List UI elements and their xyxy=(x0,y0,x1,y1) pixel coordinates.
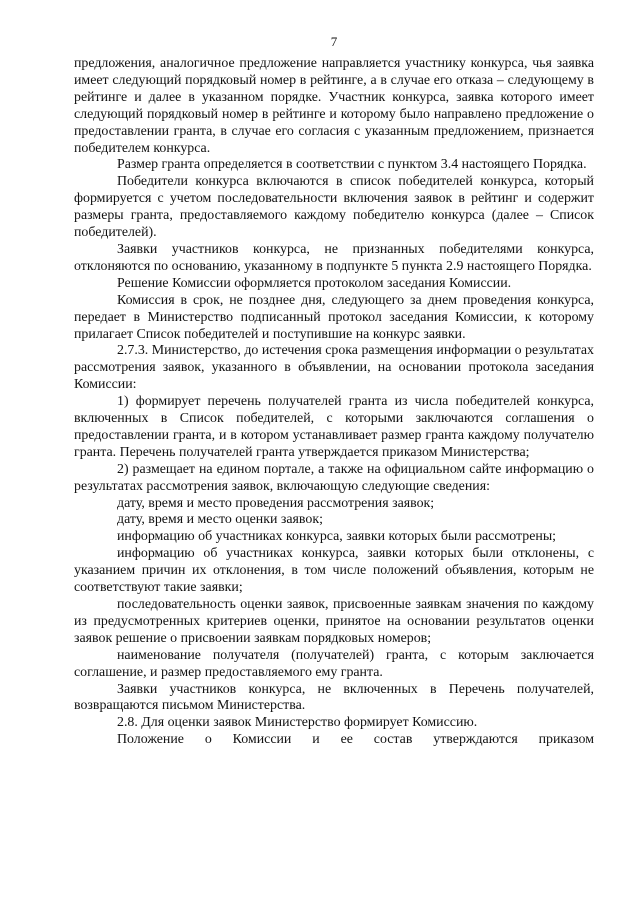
paragraph: наименование получателя (получателей) гранта, с которым заключается соглашение, и размер предоставляемого ему гранта. xyxy=(74,647,594,680)
paragraph: Заявки участников конкурса, не признанных победителями конкурса, отклоняются по основанию, указанному в подпункте 5 пункта 2.9 настоящего Порядка. xyxy=(74,241,594,274)
paragraph: информацию об участниках конкурса, заявки которых были отклонены, с указанием причин их отклонения, в том числе положений объявления, которым не соответствуют такие заявки; xyxy=(74,546,594,596)
paragraph: информацию об участниках конкурса, заявки которых были рассмотрены; xyxy=(117,529,557,545)
document-body xyxy=(74,56,594,749)
paragraph: Комиссия в срок, не позднее дня, следующего за днем проведения конкурса, передает в Министерство подписанный протокол заседания Комиссии, к которому прилагает Список победителей и поступившие на конкурс заявки. xyxy=(74,292,594,342)
paragraph: 2.8. Для оценки заявок Министерство формирует Комиссию. xyxy=(117,715,478,731)
paragraph: Размер гранта определяется в соответствии с пунктом 3.4 настоящего Порядка. xyxy=(117,157,587,173)
paragraph: Заявки участников конкурса, не включенных в Перечень получателей, возвращаются письмом Министерства. xyxy=(74,681,594,714)
paragraph: дату, время и место оценки заявок; xyxy=(117,512,323,528)
paragraph: предложения, аналогичное предложение направляется участнику конкурса, чья заявка имеет следующий порядковый номер в рейтинге, а в случае его отказа – следующему в рейтинге и далее в указанном порядке. Участник конкурса, заявка которого имеет следующий порядковый номер в рейтинге и которому было направлено предложение о предоставлении гранта, в случае его согласия с указанным предложением, признается победителем конкурса. xyxy=(74,56,594,156)
paragraph: 1) формирует перечень получателей гранта из числа победителей конкурса, включенных в Список победителей, с которыми заключаются соглашения о предоставлении гранта, и в котором устанавливает размер гранта каждому получателю гранта. Перечень получателей гранта утверждается приказом Министерства; xyxy=(74,394,594,460)
paragraph: последовательность оценки заявок, присвоенные заявкам значения по каждому из предусмотренных критериев оценки, принятое на основании результатов оценки заявок решение о присвоении заявкам порядковых номеров; xyxy=(74,597,594,646)
paragraph: 2.7.3. Министерство, до истечения срока размещения информации о результатах рассмотрения заявок, указанного в объявлении, на основании протокола заседания Комиссии: xyxy=(74,343,594,393)
paragraph: Победители конкурса включаются в список победителей конкурса, который формируется с учетом последовательности включения заявок в рейтинг и содержит размеры гранта, предоставляемого каждому победителю конкурса (далее – Список победителей). xyxy=(74,174,594,241)
paragraph: Положение о Комиссии и ее состав утверждаются приказом xyxy=(117,732,594,748)
paragraph: 2) размещает на едином портале, а также на официальном сайте информацию о результатах рассмотрения заявок, включающую следующие сведения: xyxy=(74,461,594,494)
paragraph: дату, время и место проведения рассмотрения заявок; xyxy=(117,495,435,511)
page-number: 7 xyxy=(330,34,338,49)
paragraph: Решение Комиссии оформляется протоколом заседания Комиссии. xyxy=(117,275,512,291)
